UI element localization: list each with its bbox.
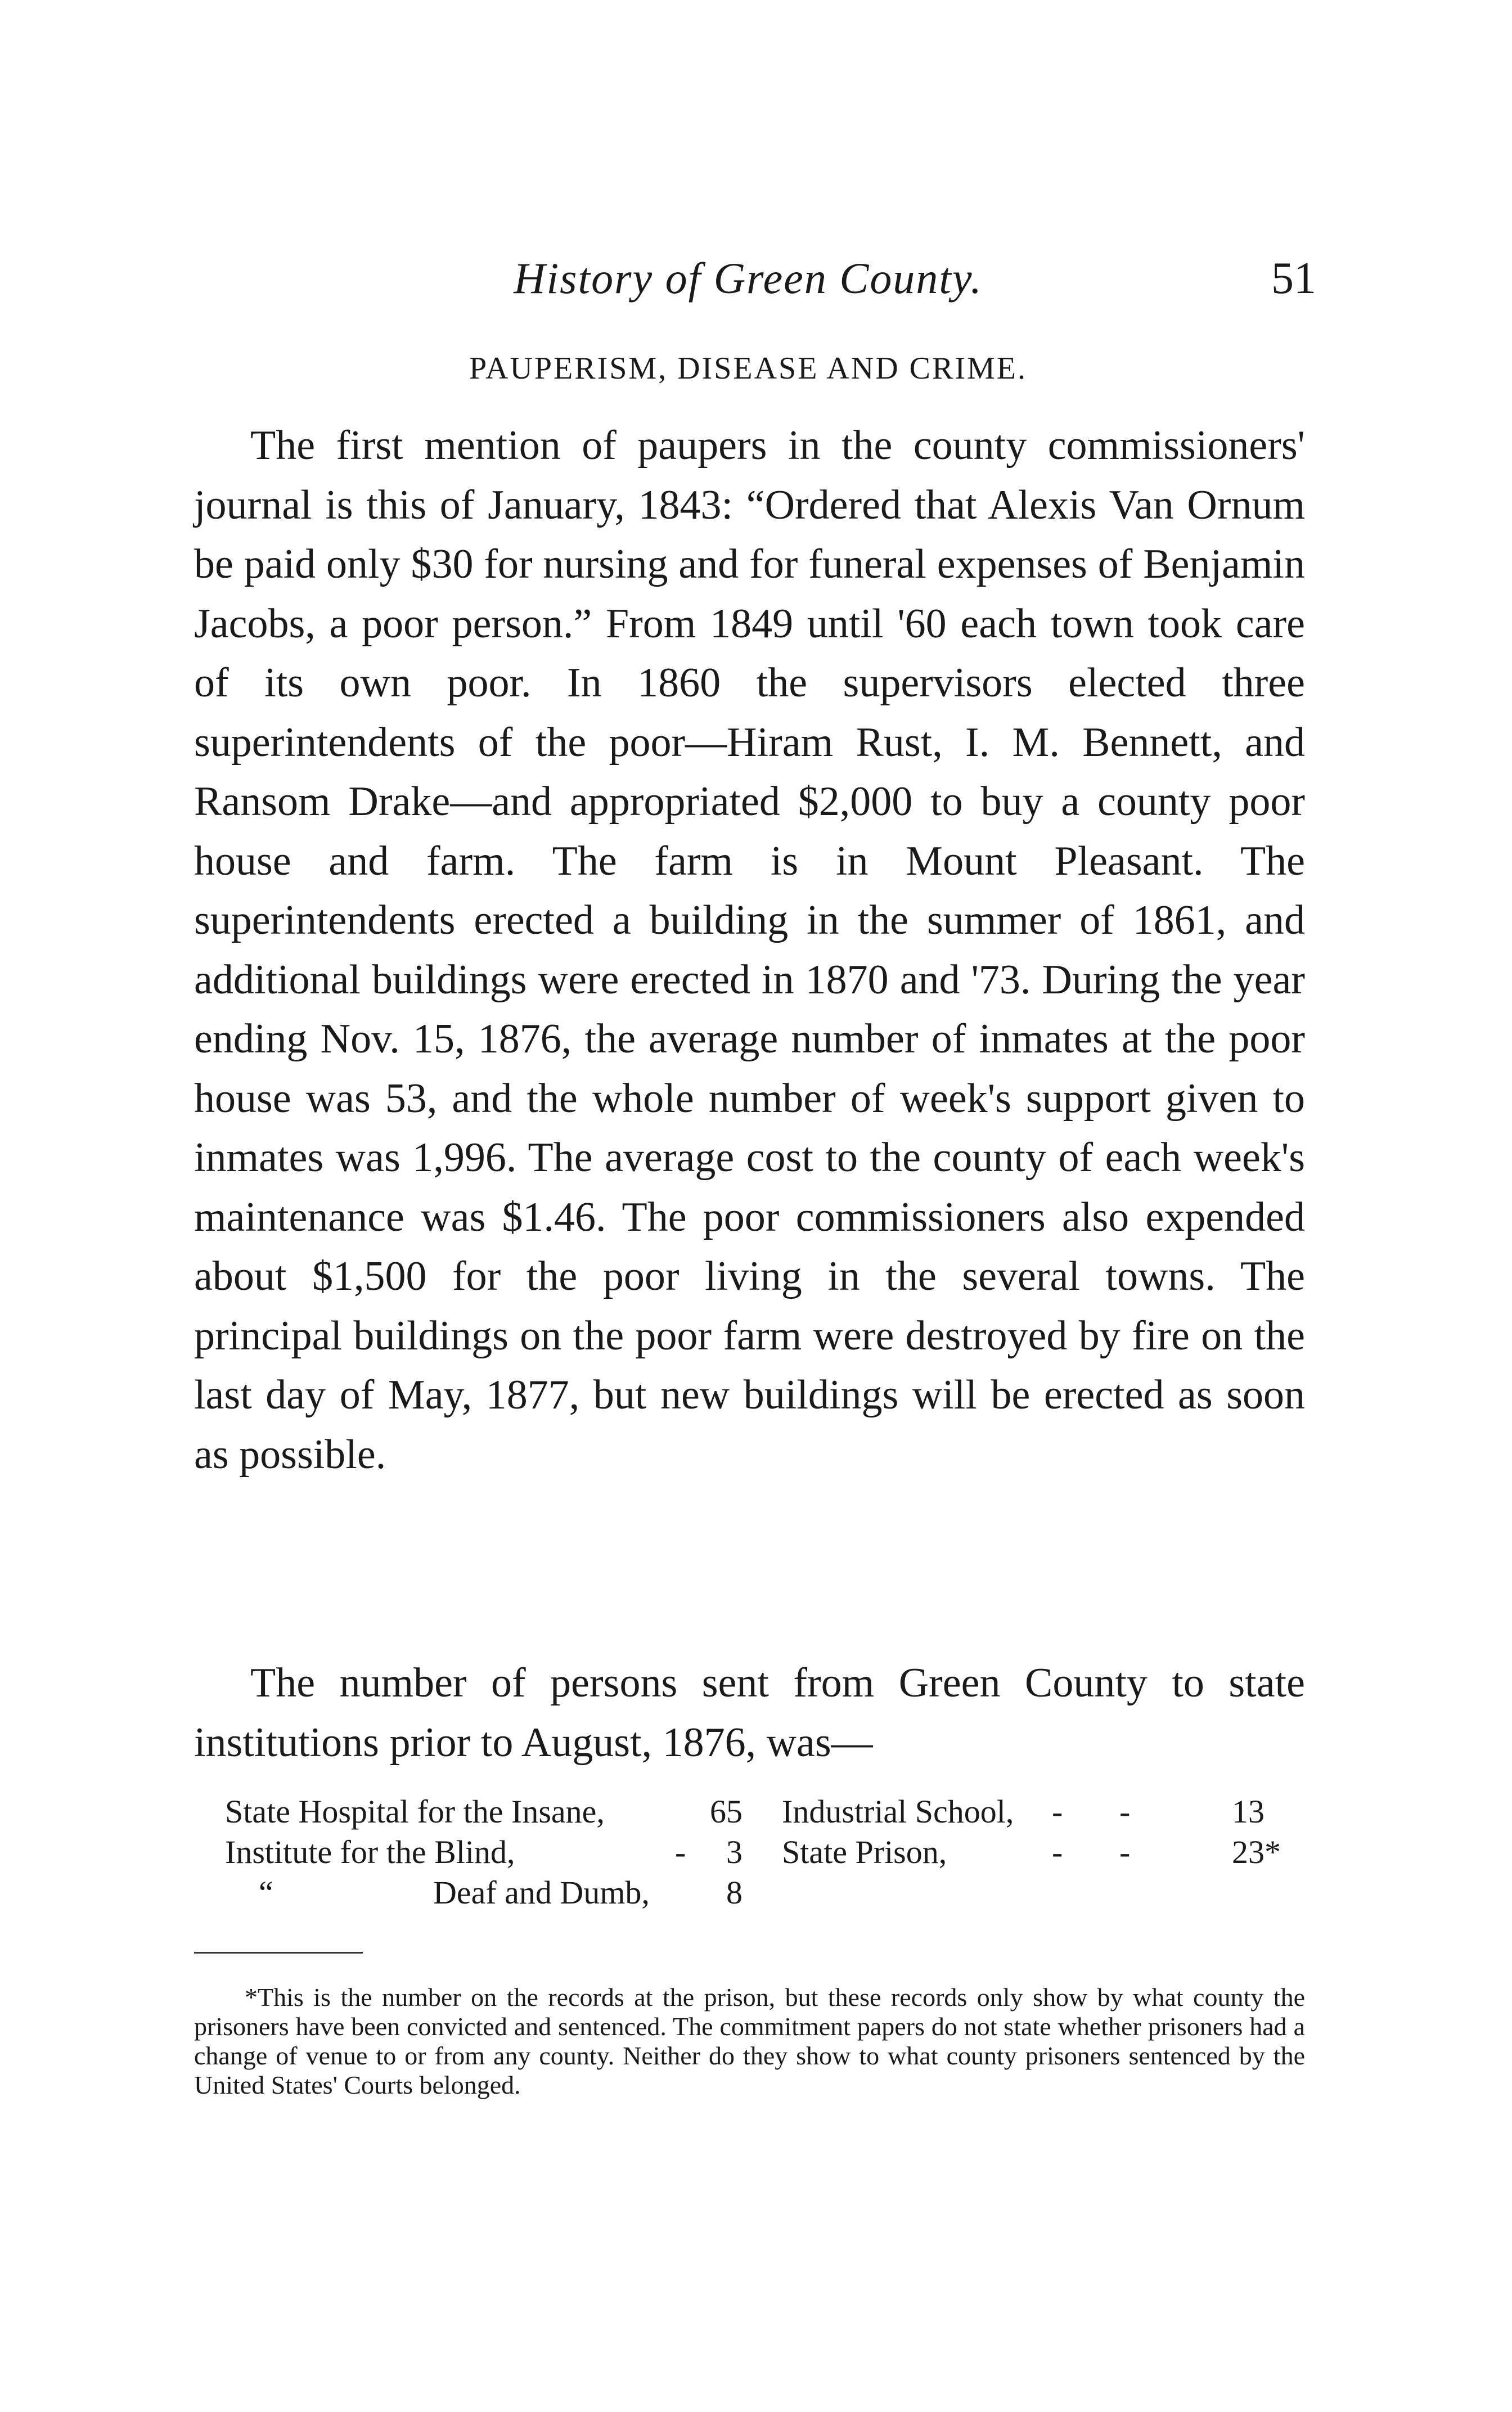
table-row: [225, 1792, 1294, 1832]
paragraph-institutions-intro: The number of persons sent from Green County to state institutions prior to August, 1876, was—: [194, 1660, 1305, 1766]
leader-dash: -: [1052, 1834, 1063, 1870]
section-heading: PAUPERISM, DISEASE AND CRIME.: [469, 351, 1027, 386]
leader-dash: -: [1119, 1834, 1131, 1870]
table-row: [225, 1832, 1294, 1873]
institution-count: 13: [1232, 1793, 1264, 1830]
institution-count: 23*: [1232, 1834, 1281, 1870]
running-head: [191, 248, 1316, 315]
ditto-mark: “: [259, 1874, 273, 1911]
running-title: History of Green County.: [514, 254, 983, 303]
institution-name: Institute for the Blind,: [225, 1834, 515, 1870]
table-row: [225, 1873, 1294, 1913]
leader-dash: -: [675, 1834, 686, 1870]
institution-count: 65: [710, 1793, 742, 1830]
leader-dash: -: [1052, 1793, 1063, 1830]
institution-name: Industrial School,: [782, 1793, 1014, 1830]
paragraph-paupers: The first mention of paupers in the county commissioners' journal is this of January, 1843: “Ordered that Alexis Van Ornum be paid only $30 for nursing and for funeral expenses of Benjamin Jacobs, a poor person.” From 1849 until '60 each town took care of its own poor. In 1860 the supervisors elected three superintendents of the poor—Hiram Rust, I. M. Bennett, and Ransom Drake—and appropriated $2,000 to buy a county poor house and farm. The farm is in Mount Pleasant. The superintendents erected a building in the summer of 1861, and additional buildings were erected in 1870 and '73. During the year ending Nov. 15, 1876, the average number of inmates at the poor house was 53, and the whole number of week's support given to inmates was 1,996. The average cost to the county of each week's maintenance was $1.46. The poor commissioners also expended about $1,500 for the poor living in the several towns. The principal buildings on the poor farm were destroyed by fire on the last day of May, 1877, but new buildings will be erected as soon as possible.: [194, 422, 1305, 1478]
footnote: *This is the number on the records at the prison, but these records only show by what county the prisoners have been convicted and sentenced. The commitment papers do not state whether prisoners had a change of venue to or from any county. Neither do they show to what county prisoners sentenced by the United States' Courts belonged.: [194, 1983, 1305, 2099]
institution-name: State Hospital for the Insane,: [225, 1793, 605, 1830]
page-number: 51: [1271, 254, 1316, 303]
institution-count: 3: [726, 1834, 742, 1870]
institutions-table: [225, 1792, 1294, 1913]
institution-count: 8: [726, 1874, 742, 1911]
footnote-divider: [194, 1952, 363, 1954]
leader-dash: -: [1119, 1793, 1131, 1830]
institution-name: Deaf and Dumb,: [433, 1874, 650, 1911]
institution-name: State Prison,: [782, 1834, 947, 1870]
